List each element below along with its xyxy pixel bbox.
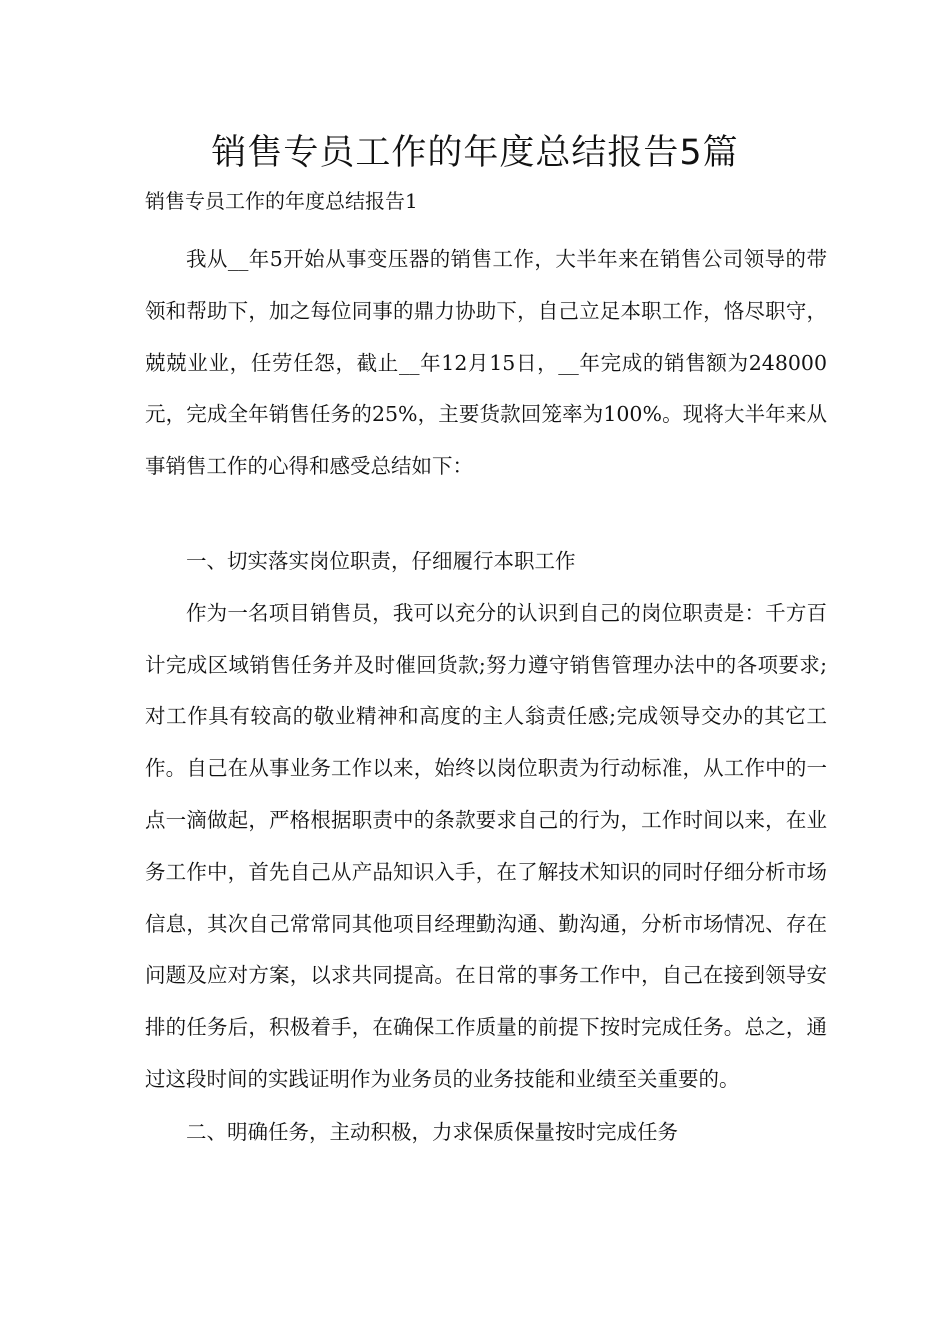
section-1-paragraph: 作为一名项目销售员，我可以充分的认识到自己的岗位职责是：千方百计完成区域销售任务并及时催回货款;努力遵守销售管理办法中的各项要求;对工作具有较高的敬业精神和高度的主人翁责任感;完成领导交办的其它工作。自己在从事业务工作以来，始终以岗位职责为行动标准，从工作中的一点一滴做起，严格根据职责中的条款要求自己的行为，工作时间以来，在业务工作中，首先自己从产品知识入手，在了解技术知识的同时仔细分析市场信息，其次自己常常同其他项目经理勤沟通、勤沟通，分析市场情况、存在问题及应对方案，以求共同提高。在日常的事务工作中，自己在接到领导安排的任务后，积极着手，在确保工作质量的前提下按时完成任务。总之，通过这段时间的实践证明作为业务员的业务技能和业绩至关重要的。 [145,600,827,1091]
report-subtitle: 销售专员工作的年度总结报告1 [145,189,418,213]
section-heading-1: 一、切实落实岗位职责，仔细履行本职工作 [186,548,576,573]
document-body [145,234,827,1159]
section-heading-2: 二、明确任务，主动积极，力求保质保量按时完成任务 [186,1119,678,1144]
document-title: 销售专员工作的年度总结报告5篇 [211,133,739,173]
paragraph-spacer [145,493,827,536]
intro-paragraph: 我从__年5开始从事变压器的销售工作，大半年来在销售公司领导的带领和帮助下，加之每位同事的鼎力协助下，自己立足本职工作，恪尽职守，兢兢业业，任劳任怨，截止__年12月15日，__年完成的销售额为248000元，完成全年销售任务的25%，主要货款回笼率为100%。现将大半年来从事销售工作的心得和感受总结如下： [145,247,827,479]
